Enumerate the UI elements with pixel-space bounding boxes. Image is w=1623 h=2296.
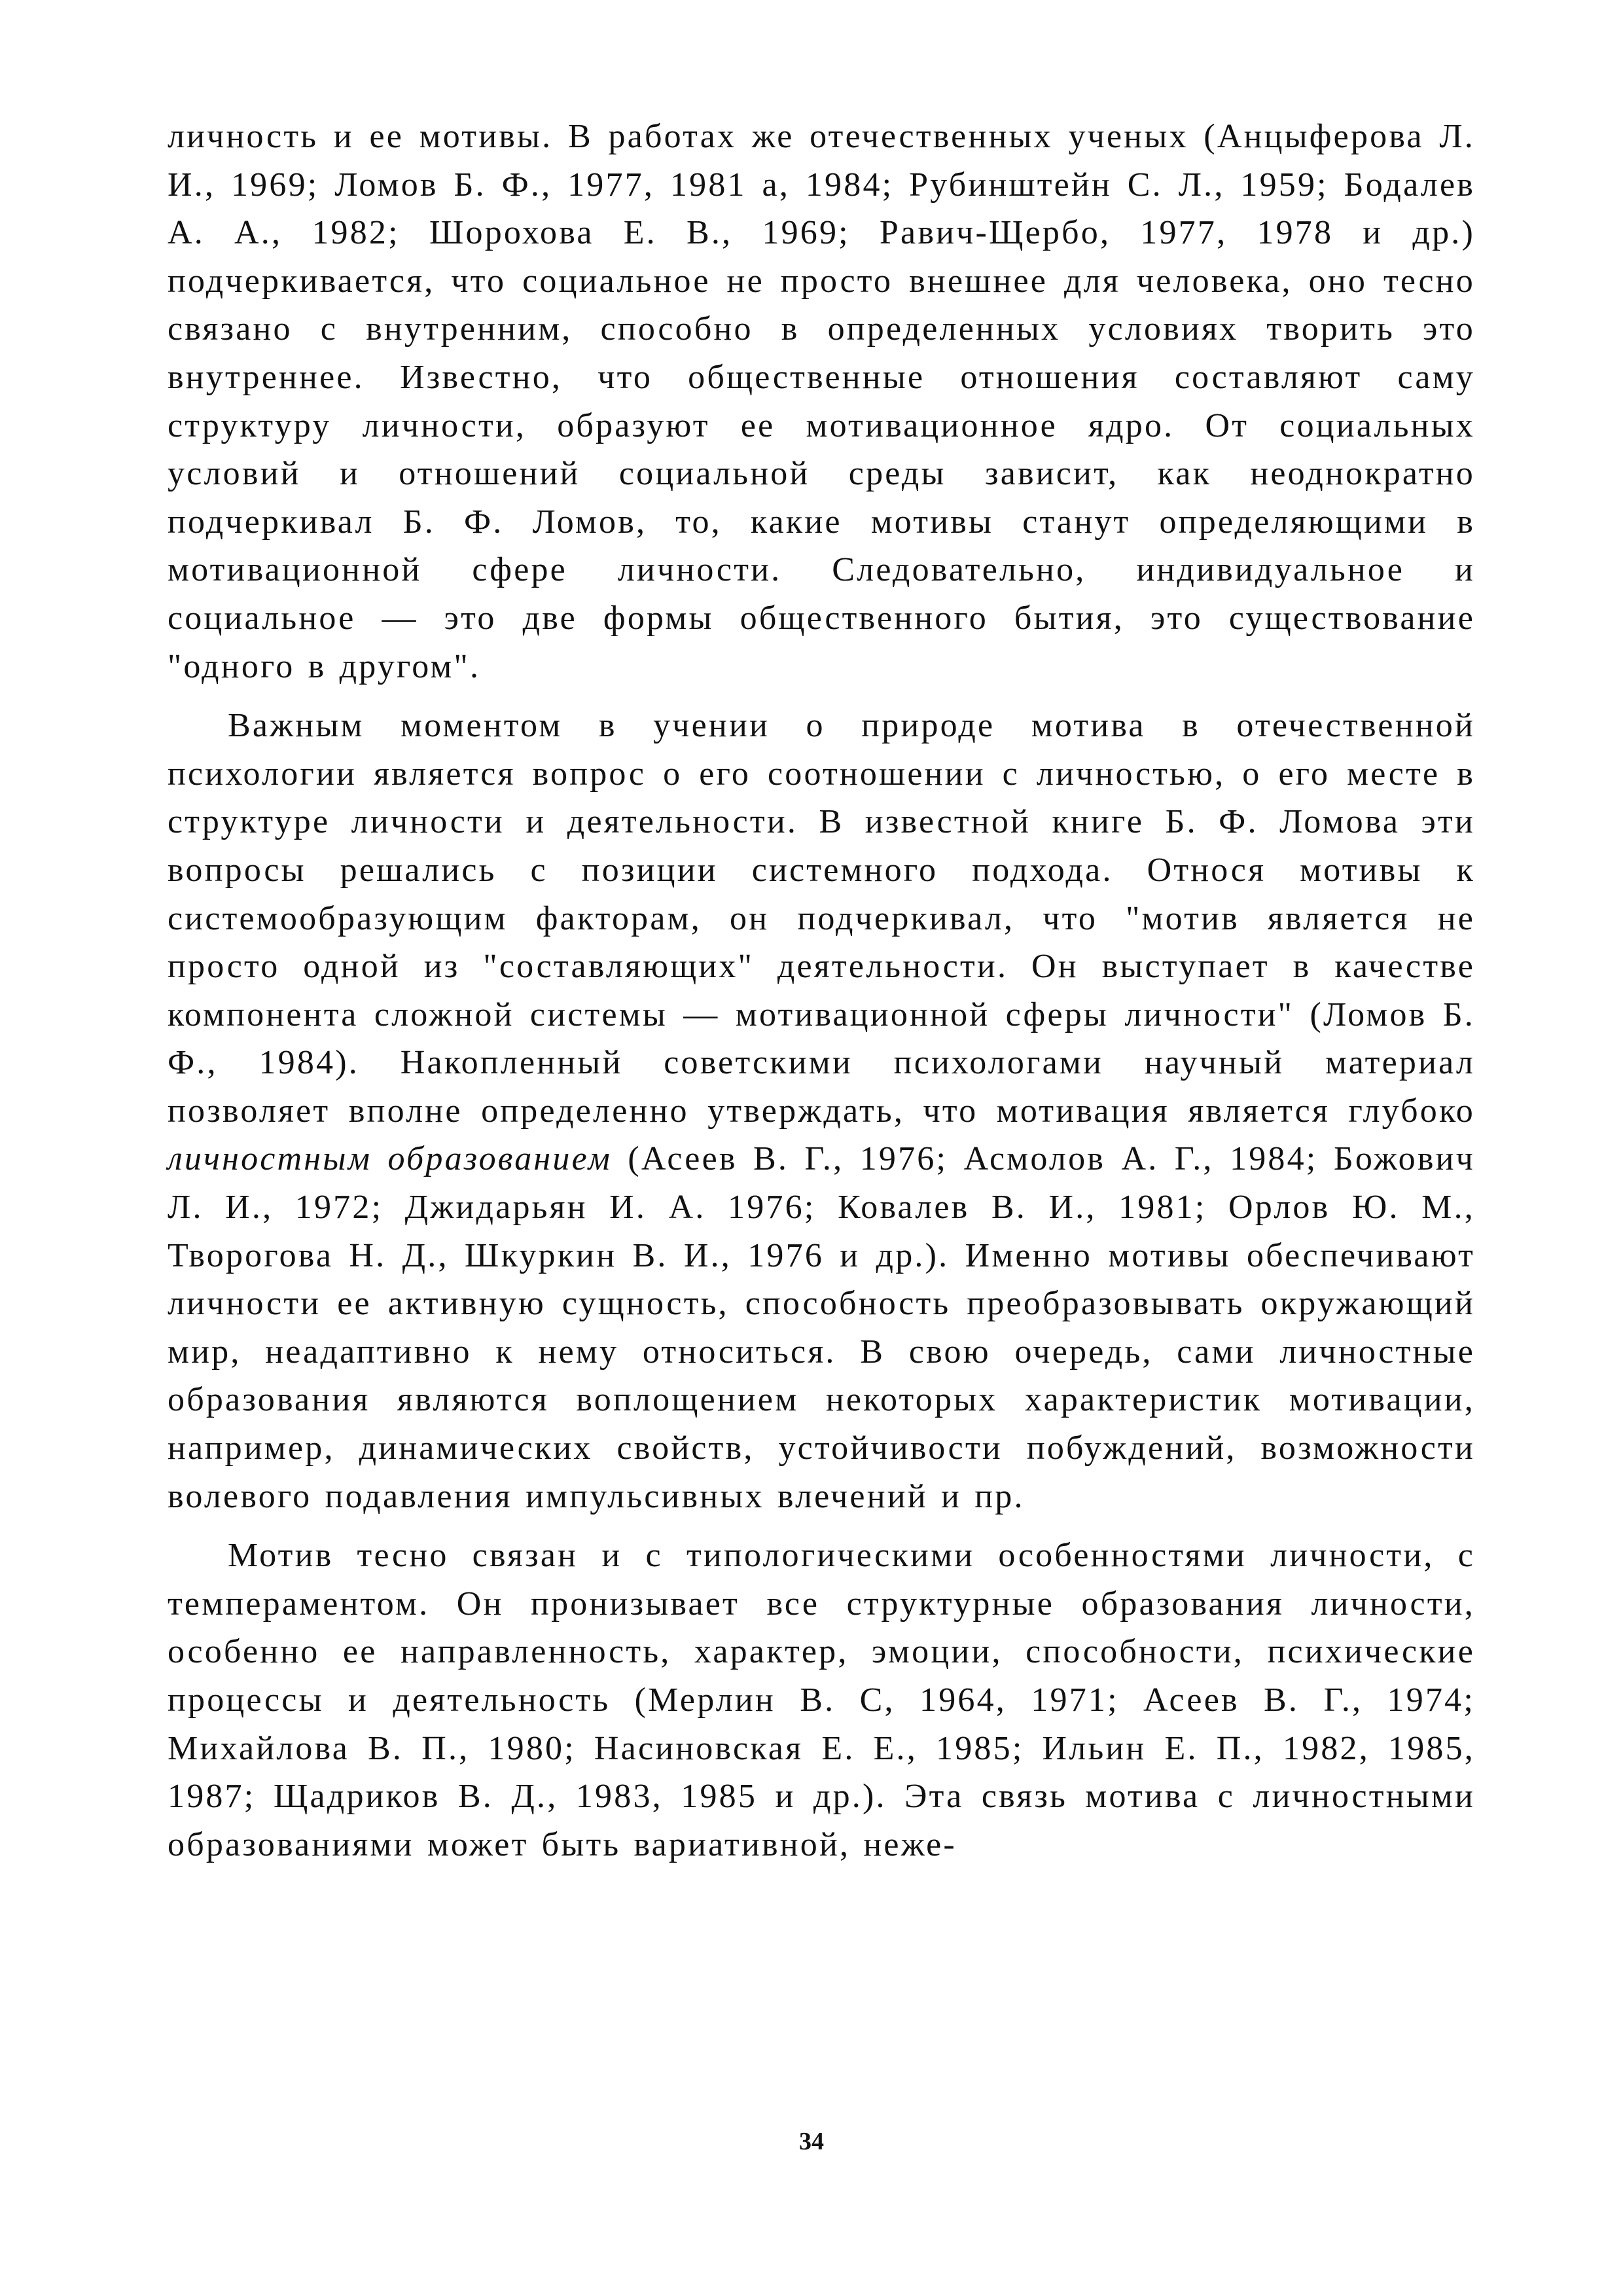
paragraph-2 [168,702,1475,1520]
paragraph-1 [168,113,1475,691]
text-run: (Асеев В. Г., 1976; Асмолов А. Г., 1984; Божович Л. И., 1972; Джидарьян И. А. 1976; Ковалев В. И., 1981; Орлов Ю. М., Творогова Н. Д., Шкуркин В. И., 1976 и др.). Именно мотивы обеспечивают личности ее активную сущность, способность преобразовывать окружающий мир, неадаптивно к нему относиться. В свою очередь, сами личностные образования являются воплощением некоторых характеристик мотивации, например, динамических свойств, устойчивости побуждений, возможности волевого подавления импульсивных влечений и пр. [168,1140,1476,1515]
paragraph-3 [168,1532,1475,1869]
text-run: Мотив тесно связан и с типологическими особенностями личности, с темпераментом. Он пронизывает все структурные образования личности, особенно ее направленность, характер, эмоции, способности, психические процессы и деятельность (Мерлин В. С, 1964, 1971; Асеев В. Г., 1974; Михайлова В. П., 1980; Насиновская Е. Е., 1985; Ильин Е. П., 1982, 1985, 1987; Щадриков В. Д., 1983, 1985 и др.). Эта связь мотива с личностными образованиями может быть вариативной, неже- [168,1537,1475,1863]
text-run: личность и ее мотивы. В работах же отечественных ученых (Анцыферова Л. И., 1969; Ломов Б. Ф., 1977, 1981 а, 1984; Рубинштейн С. Л., 1959; Бодалев А. А., 1982; Шорохова Е. В., 1969; Равич-Щербо, 1977, 1978 и др.) подчеркивается, что социальное не просто внешнее для человека, оно тесно связано с внутренним, способно в определенных условиях творить это внутреннее. Известно, что общественные отношения составляют саму структуру личности, образуют ее мотивационное ядро. От социальных условий и отношений социальной среды зависит, как неоднократно подчеркивал Б. Ф. Ломов, то, какие мотивы станут определяющими в мотивационной сфере личности. Следовательно, индивидуальное и социальное — это две формы общественного бытия, это существование "одного в другом". [168,118,1475,685]
text-run: Важным моментом в учении о природе мотива в отечественной психологии является вопрос о его соотношении с личностью, о его месте в структуре личности и деятельности. В известной книге Б. Ф. Ломова эти вопросы решались с позиции системного подхода. Относя мотивы к системообразующим факторам, он подчеркивал, что "мотив является не просто одной из "составляющих" деятельности. Он выступает в качестве компонента сложной системы — мотивационной сферы личности" (Ломов Б. Ф., 1984). Накопленный советскими психологами научный материал позволяет вполне определенно утверждать, что мотивация является глубоко [168,707,1475,1130]
body-text [168,113,1475,1869]
page-number: 34 [799,2128,824,2155]
italic-text-run: личностным образованием [168,1140,612,1178]
